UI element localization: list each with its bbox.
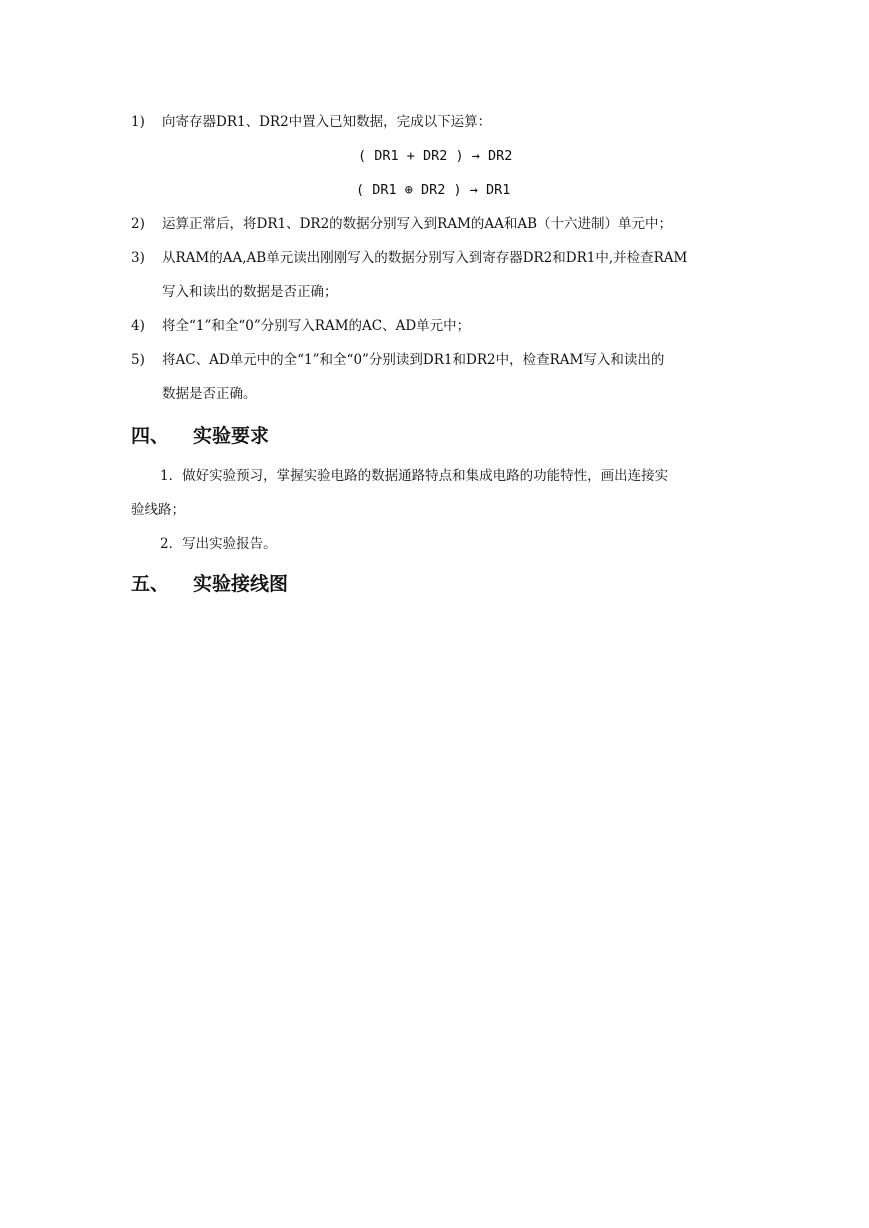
item-4-text: 将全“1”和全“0”分别写入RAM的AC、AD单元中；	[162, 318, 471, 334]
section-4-heading	[131, 423, 269, 449]
requirement-1-continuation: 验线路；	[131, 502, 185, 518]
section-5-number: 五、	[131, 573, 170, 595]
item-2-number: 2)	[131, 216, 145, 232]
item-5-continuation: 数据是否正确。	[162, 386, 257, 402]
item-1-number: 1)	[131, 114, 145, 130]
section-5-heading	[131, 571, 288, 597]
section-4-number: 四、	[131, 425, 170, 447]
item-5-number: 5)	[131, 352, 145, 368]
section-5-title: 实验接线图	[193, 573, 289, 595]
formula-add: ( DR1 + DR2 ) → DR2	[358, 148, 513, 164]
requirement-1-text: 1．做好实验预习，掌握实验电路的数据通路特点和集成电路的功能特性，画出连接实	[160, 468, 669, 484]
item-2-text: 运算正常后，将DR1、DR2的数据分别写入到RAM的AA和AB（十六进制）单元中；	[162, 216, 673, 232]
item-5-text: 将AC、AD单元中的全“1”和全“0”分别读到DR1和DR2中，检查RAM写入和读出的	[162, 352, 665, 368]
section-4-title: 实验要求	[193, 425, 270, 447]
formula-xor: ( DR1 ⊕ DR2 ) → DR1	[356, 182, 511, 198]
item-3-continuation: 写入和读出的数据是否正确；	[162, 284, 338, 300]
item-3-text: 从RAM的AA,AB单元读出刚刚写入的数据分别写入到寄存器DR2和DR1中,并检查RAM	[162, 250, 688, 266]
item-3-number: 3)	[131, 250, 145, 266]
item-1-text: 向寄存器DR1、DR2中置入已知数据，完成以下运算：	[162, 114, 492, 130]
requirement-2-text: 2．写出实验报告。	[160, 536, 277, 552]
item-4-number: 4)	[131, 318, 145, 334]
